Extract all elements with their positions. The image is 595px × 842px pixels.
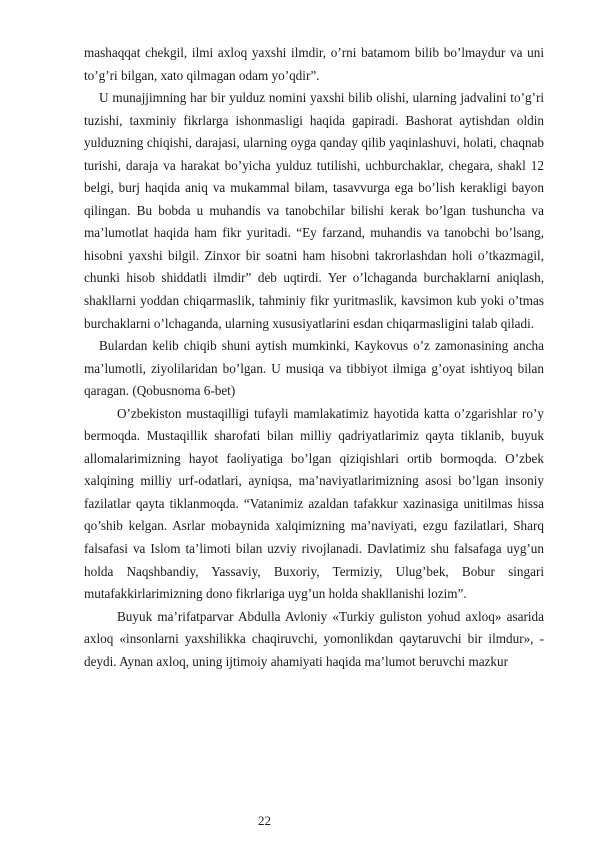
paragraph-kaykovus: Bulardan kelib chiqib shuni aytish mumkinki, Kaykovus o’z zamonasining ancha ma’lumotli, ziyolilaridan bo’lgan. U musiqa va tibbiyot ilmiga g’oyat ishtiyoq bilan qaragan. (Qobusnoma 6-bet) xyxy=(84,338,544,399)
document-body xyxy=(84,42,544,673)
paragraph-avloniy: Buyuk ma’rifatparvar Abdulla Avloniy «Turkiy guliston yohud axloq» asarida axloq «insonlarni yaxshilikka chaqiruvchi, yomonlikdan qaytaruvchi bir ilmdur», - deydi. Aynan axloq, uning ijtimoiy ahamiyati haqida ma’lumot beruvchi mazkur xyxy=(84,608,544,669)
paragraph-independence: O’zbekiston mustaqilligi tufayli mamlakatimiz hayotida katta o’zgarishlar ro’y bermoqda. Mustaqillik sharofati bilan milliy qadriyatlarimiz qayta tiklanib, buyuk allomalarimizning hayot faoliyatiga bo’lgan qiziqishlari ortib bormoqda. O’zbek xalqining milliy urf-odatlari, ayniqsa, ma’naviyatlarimizning asosi bo’lgan insoniy fazilatlar qayta tiklanmoqda. “Vatanimiz azaldan tafakkur xazinasiga unitilmas hissa qo’shib kelgan. Asrlar mobaynida xalqimizning ma’naviyati, ezgu fazilatlari, Sharq falsafasi va Islom ta’limoti bilan uzviy rivojlanadi. Davlatimiz shu falsafaga uyg’un holda Naqshbandiy, Yassaviy, Buxoriy, Termiziy, Ulug’bek, Bobur singari mutafakkirlarimizning dono fikrlariga uyg’un holda shakllanishi lozim”. xyxy=(84,405,544,602)
page-number-text: 22 xyxy=(258,813,271,828)
page-number xyxy=(0,813,595,829)
paragraph-continuation: mashaqqat chekgil, ilmi axloq yaxshi ilmdir, o’rni batamom bilib bo’lmaydur va uni to’g’ri bilgan, xato qilmagan odam yo’qdir”. xyxy=(84,45,544,83)
paragraph-astrologer: U munajjimning har bir yulduz nomini yaxshi bilib olishi, ularning jadvalini to’g’ri tuzishi, taxminiy fikrlarga ishonmasligi haqida gapiradi. Bashorat aytishdan oldin yulduzning chiqishi, darajasi, ularning oyga qanday qilib yaqinlashuvi, holati, chaqnab turishi, daraja va harakat bo’yicha yulduz tutilishi, uchburchaklar, chegara, shakl 12 belgi, burj haqida aniq va mukammal bilam, tasavvurga ega bo’lish kerakligi bayon qilingan. Bu bobda u muhandis va tanobchilar bilishi kerak bo’lgan tushuncha va ma’lumotlat haqida ham fikr yuritadi. “Ey farzand, muhandis va tanobchi bo’lsang, hisobni yaxshi bilgil. Zinxor bir soatni ham hisobni takrorlashdan holi o’tkazmagil, chunki hisob shiddatli ilmdir” deb uqtirdi. Yer o’lchaganda burchaklarni aniqlash, shakllarni yoddan chiqarmaslik, tahminiy fikr yuritmaslik, kavsimon kub yoki o’tmas burchaklarni o’lchaganda, ularning xususiyatlarini esdan chiqarmasligini talab qiladi. xyxy=(84,90,544,331)
